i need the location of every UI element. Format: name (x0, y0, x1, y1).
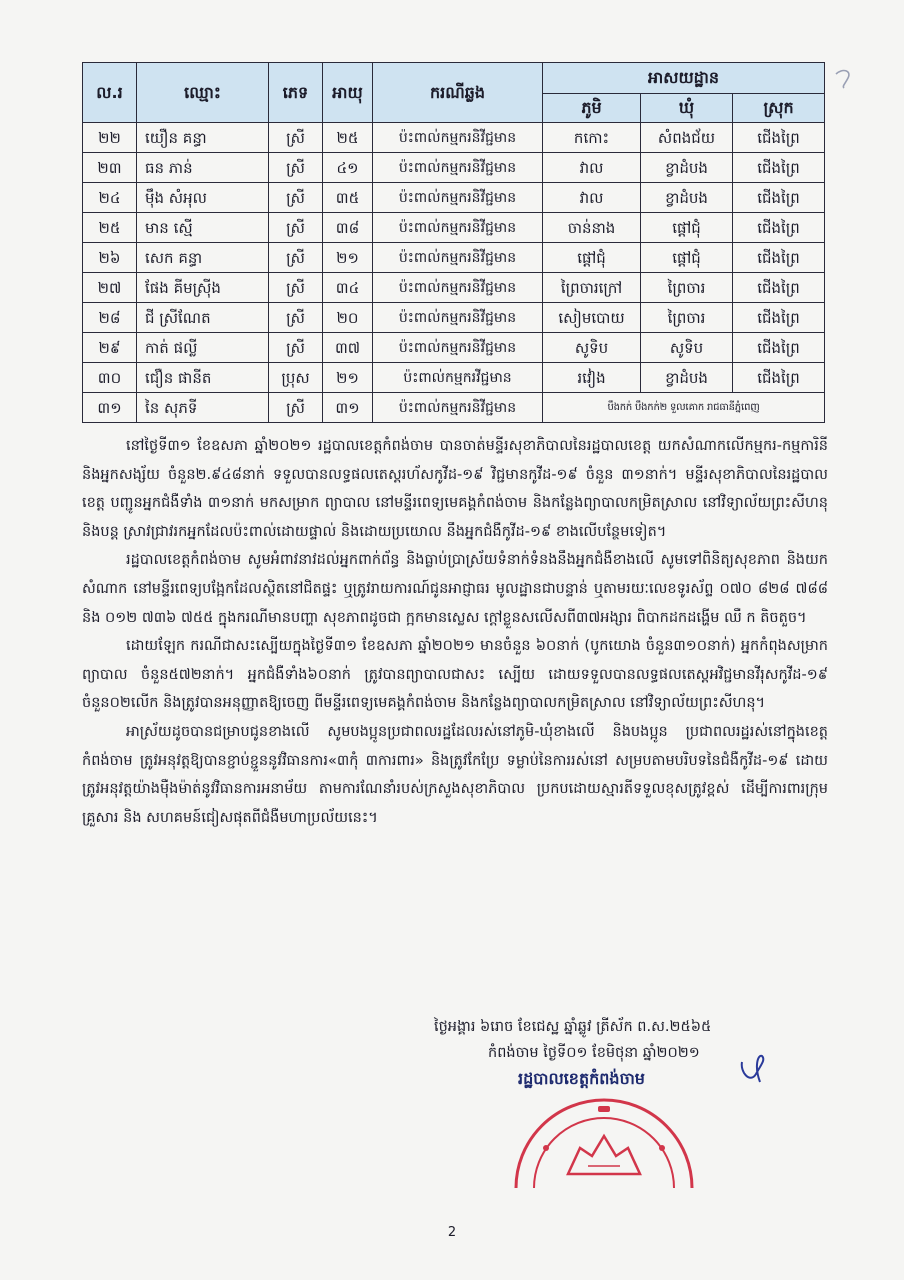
cell-village: ផ្តៅជុំ (543, 243, 641, 273)
cell-village: កកោះ (543, 123, 641, 153)
table-row (83, 273, 825, 303)
table-row (83, 303, 825, 333)
cell-commune: ខ្វាដំបង (641, 183, 733, 213)
header-case: ករណីឆ្លង (373, 63, 543, 123)
cell-no: ២៦ (83, 243, 137, 273)
cell-name: មាន ស្មើ (137, 213, 269, 243)
official-seal-icon (506, 1078, 702, 1188)
cell-sex: ស្រី (269, 153, 323, 183)
cell-sex: ស្រី (269, 243, 323, 273)
cell-name: ផែង គីមស្រ៊ីង (137, 273, 269, 303)
paragraph-new-cases: នៅថ្ងៃទី៣១ ខែឧសភា ឆ្នាំ២០២១ រដ្ឋបាលខេត្តកំពង់ចាម បានចាត់មន្ទីរសុខាភិបាលនៃរដ្ឋបាលខេត្ត យកសំណាកលើកម្មករ-កម្មការិនី និងអ្នកសង្ស័យ ចំនួន២.៩៤៨នាក់ ទទួលបានលទ្ធផលតេស្តរហ័សកូវីដ-១៩ វិជ្ជមានកូវីដ-១៩ ចំនួន ៣១នាក់។ មន្ទីរសុខាភិបាលនៃរដ្ឋបាលខេត្ត បញ្ជូនអ្នកជំងឺទាំង ៣១នាក់ មកសម្រាក ព្យាបាល នៅមន្ទីរពេទ្យមេគង្គកំពង់ចាម និងកន្លែងព្យាបាលកម្រិតស្រាល នៅវិទ្យាល័យព្រះសីហនុ និងបន្ត ស្រាវជ្រាវរកអ្នកដែលប៉ះពាល់ដោយផ្ទាល់ និងដោយប្រយោល នឹងអ្នកជំងឺកូវីដ-១៩ ខាងលើបន្ថែមទៀត។ (82, 438, 828, 540)
table-row (83, 213, 825, 243)
table-row (83, 243, 825, 273)
pen-mark-icon (832, 66, 862, 90)
header-age: អាយុ (323, 63, 373, 123)
cell-district: ជើងព្រៃ (733, 183, 825, 213)
cell-district: ជើងព្រៃ (733, 333, 825, 363)
header-village: ភូមិ (543, 94, 641, 123)
cell-commune: ព្រៃចារ (641, 303, 733, 333)
table-row (83, 393, 825, 423)
header-sex: ភេទ (269, 63, 323, 123)
issuing-authority: រដ្ឋបាលខេត្តកំពង់ចាម (518, 1069, 645, 1088)
cell-no: ២៩ (83, 333, 137, 363)
cell-commune: សូទិប (641, 333, 733, 363)
header-name: ឈ្មោះ (137, 63, 269, 123)
cell-age: ៣៨ (323, 213, 373, 243)
cell-commune: ព្រៃចារ (641, 273, 733, 303)
cell-age: ៣៤ (323, 273, 373, 303)
cell-village: ចាន់នាង (543, 213, 641, 243)
table-row (83, 333, 825, 363)
cell-no: ៣០ (83, 363, 137, 393)
cell-sex: ស្រី (269, 123, 323, 153)
paragraph-measures: អាស្រ័យដូចបានជម្រាបជូនខាងលើ សូមបងប្អូនប្រជាពលរដ្ឋដែលរស់នៅភូមិ-ឃុំខាងលើ និងបងប្អូន ប្រជាពលរដ្ឋរស់នៅក្នុងខេត្តកំពង់ចាម ត្រូវអនុវត្តឱ្យបានខ្ជាប់ខ្ជួននូវវិធានការ«៣កុំ ៣ការពារ» និងត្រូវកែប្រែ ទម្លាប់នៃការរស់នៅ សម្របតាមបរិបទនៃជំងឺកូវីដ-១៩ ដោយត្រូវអនុវត្តយ៉ាងម៉ឺងម៉ាត់នូវវិធានការអនាម័យ តាមការណែនាំរបស់ក្រសួងសុខាភិបាល ប្រកបដោយស្មារតីទទួលខុសត្រូវខ្ពស់ ដើម្បីការពារក្រុមគ្រួសារ និង សហគមន៍ជៀសផុតពីជំងឺមហាប្រល័យនេះ។ (82, 723, 828, 826)
header-commune: ឃុំ (641, 94, 733, 123)
cell-name: ម៉ឹង សំអុល (137, 183, 269, 213)
cell-district: ជើងព្រៃ (733, 243, 825, 273)
cell-age: ២៥ (323, 123, 373, 153)
body-text (82, 432, 828, 832)
cell-name: នៃ សុភទី (137, 393, 269, 423)
cell-name: ជី ស្រីណែត (137, 303, 269, 333)
cell-name: ធន ភាន់ (137, 153, 269, 183)
cell-district: ជើងព្រៃ (733, 363, 825, 393)
cell-case: ប៉ះពាល់កម្មករនិវីជ្ជមាន (373, 183, 543, 213)
cell-sex: ស្រី (269, 183, 323, 213)
cell-village: សូទិប (543, 333, 641, 363)
cell-district: ជើងព្រៃ (733, 153, 825, 183)
cell-case: ប៉ះពាល់កម្មករនិវីជ្ជមាន (373, 243, 543, 273)
paragraph-appeal: រដ្ឋបាលខេត្តកំពង់ចាម សូមអំពាវនាវដល់អ្នកពាក់ព័ន្ធ និងធ្លាប់ប្រាស្រ័យទំនាក់ទំនងនឹងអ្នកជំងឺខាងលើ សូមទៅពិនិត្យសុខភាព និងយកសំណាក នៅមន្ទីរពេទ្យបង្អែកដែលស្ថិតនៅជិតផ្ទះ ឬត្រូវរាយការណ៍ជូនអាជ្ញាធរ មូលដ្ឋានជាបន្ទាន់ ឬតាមរយៈលេខទូរស័ព្ទ ០៧០ ៨២៨ ៧៨៨ និង ០១២ ៧៣៦ ៧៥៥ ក្នុងករណីមានបញ្ហា សុខភាពដូចជា ក្អកមានស្លេស ក្តៅខ្លួនសលើសពី៣៧អង្សារ ពិបាកដកដង្ហើម ឈឺ ក តិចតួច។ (82, 552, 828, 626)
cell-commune: ផ្តៅជុំ (641, 213, 733, 243)
table-row (83, 153, 825, 183)
cell-age: ៤១ (323, 153, 373, 183)
cell-sex: ស្រី (269, 273, 323, 303)
cell-sex: ស្រី (269, 333, 323, 363)
lunar-date: ថ្ងៃអង្គារ ៦រោច ខែជេស្ឋ ឆ្នាំឆ្លូវ ត្រីស័ក ព.ស.២៥៦៥ (434, 1019, 712, 1035)
header-no: ល.រ (83, 63, 137, 123)
cell-no: ២៧ (83, 273, 137, 303)
cell-sex: ស្រី (269, 213, 323, 243)
cell-sex: ស្រី (269, 393, 323, 423)
cell-case: ប៉ះពាល់កម្មករនិវីជ្ជមាន (373, 393, 543, 423)
cell-district: ជើងព្រៃ (733, 213, 825, 243)
cell-no: ២២ (83, 123, 137, 153)
cell-village: សៀមបោយ (543, 303, 641, 333)
table-row (83, 183, 825, 213)
cell-case: ប៉ះពាល់កម្មករនិវីជ្ជមាន (373, 123, 543, 153)
cell-case: ប៉ះពាល់កម្មករនិវីជ្ជមាន (373, 333, 543, 363)
place-date: កំពង់ចាម ថ្ងៃទី០១ ខែមិថុនា ឆ្នាំ២០២១ (488, 1045, 700, 1061)
cell-age: ៣១ (323, 393, 373, 423)
cell-village: វាល (543, 183, 641, 213)
table-row (83, 123, 825, 153)
cell-no: ២៨ (83, 303, 137, 333)
cell-village: វាល (543, 153, 641, 183)
page-number: 2 (447, 1225, 457, 1240)
cell-commune: សំពងជ័យ (641, 123, 733, 153)
cell-age: ២០ (323, 303, 373, 333)
cell-age: ២១ (323, 363, 373, 393)
cell-no: ៣១ (83, 393, 137, 423)
header-address: អាសយដ្ឋាន (543, 63, 825, 94)
cell-district: ជើងព្រៃ (733, 303, 825, 333)
cell-sex: ប្រុស (269, 363, 323, 393)
cell-age: ២១ (323, 243, 373, 273)
cell-age: ៣៧ (323, 333, 373, 363)
cell-no: ២៣ (83, 153, 137, 183)
signature-icon (736, 1052, 776, 1092)
cell-name: កាត់ ផល្លី (137, 333, 269, 363)
cell-village: ព្រៃចារក្រៅ (543, 273, 641, 303)
cell-case: ប៉ះពាល់កម្មករនិវីជ្ជមាន (373, 153, 543, 183)
header-district: ស្រុក (733, 94, 825, 123)
cell-name: សេក គន្ធា (137, 243, 269, 273)
cell-name: យឿន គន្ធា (137, 123, 269, 153)
cell-commune: ផ្តៅជុំ (641, 243, 733, 273)
cell-case: ប៉ះពាល់កម្មករវីជ្ជមាន (373, 363, 543, 393)
cell-case: ប៉ះពាល់កម្មករនិវីជ្ជមាន (373, 303, 543, 333)
table-row (83, 363, 825, 393)
cell-commune: ខ្វាដំបង (641, 363, 733, 393)
cell-no: ២៤ (83, 183, 137, 213)
cell-village: រវៀង (543, 363, 641, 393)
cell-address-merged: បឹងកក់ បឹងកក់២ ទួលគោក រាជធានីភ្នំពេញ (543, 393, 825, 423)
cell-case: ប៉ះពាល់កម្មករនិវីជ្ជមាន (373, 213, 543, 243)
cell-name: ជឿន ផានីត (137, 363, 269, 393)
cell-district: ជើងព្រៃ (733, 123, 825, 153)
cell-commune: ខ្វាដំបង (641, 153, 733, 183)
cell-district: ជើងព្រៃ (733, 273, 825, 303)
cell-age: ៣៥ (323, 183, 373, 213)
cell-sex: ស្រី (269, 303, 323, 333)
case-table (82, 62, 825, 423)
cell-case: ប៉ះពាល់កម្មករនិវីជ្ជមាន (373, 273, 543, 303)
paragraph-recoveries: ដោយឡែក ករណីជាសះស្បើយក្នុងថ្ងៃទី៣១ ខែឧសភា ឆ្នាំ២០២១ មានចំនួន ៦០នាក់ (បូកយោង ចំនួន៣១០នាក់) អ្នកកំពុងសម្រាកព្យាបាល ចំនួន៥៧២នាក់។ អ្នកជំងឺទាំង៦០នាក់ ត្រូវបានព្យាបាលជាសះ ស្បើយ ដោយទទួលបានលទ្ធផលតេស្តអវិជ្ជមានវីរុសកូវីដ-១៩ ចំនួន០២លើក និងត្រូវបានអនុញ្ញាតឱ្យចេញ ពីមន្ទីរពេទ្យមេគង្គកំពង់ចាម និងកន្លែងព្យាបាលកម្រិតស្រាល នៅវិទ្យាល័យព្រះសីហនុ។ (82, 638, 828, 712)
cell-no: ២៥ (83, 213, 137, 243)
